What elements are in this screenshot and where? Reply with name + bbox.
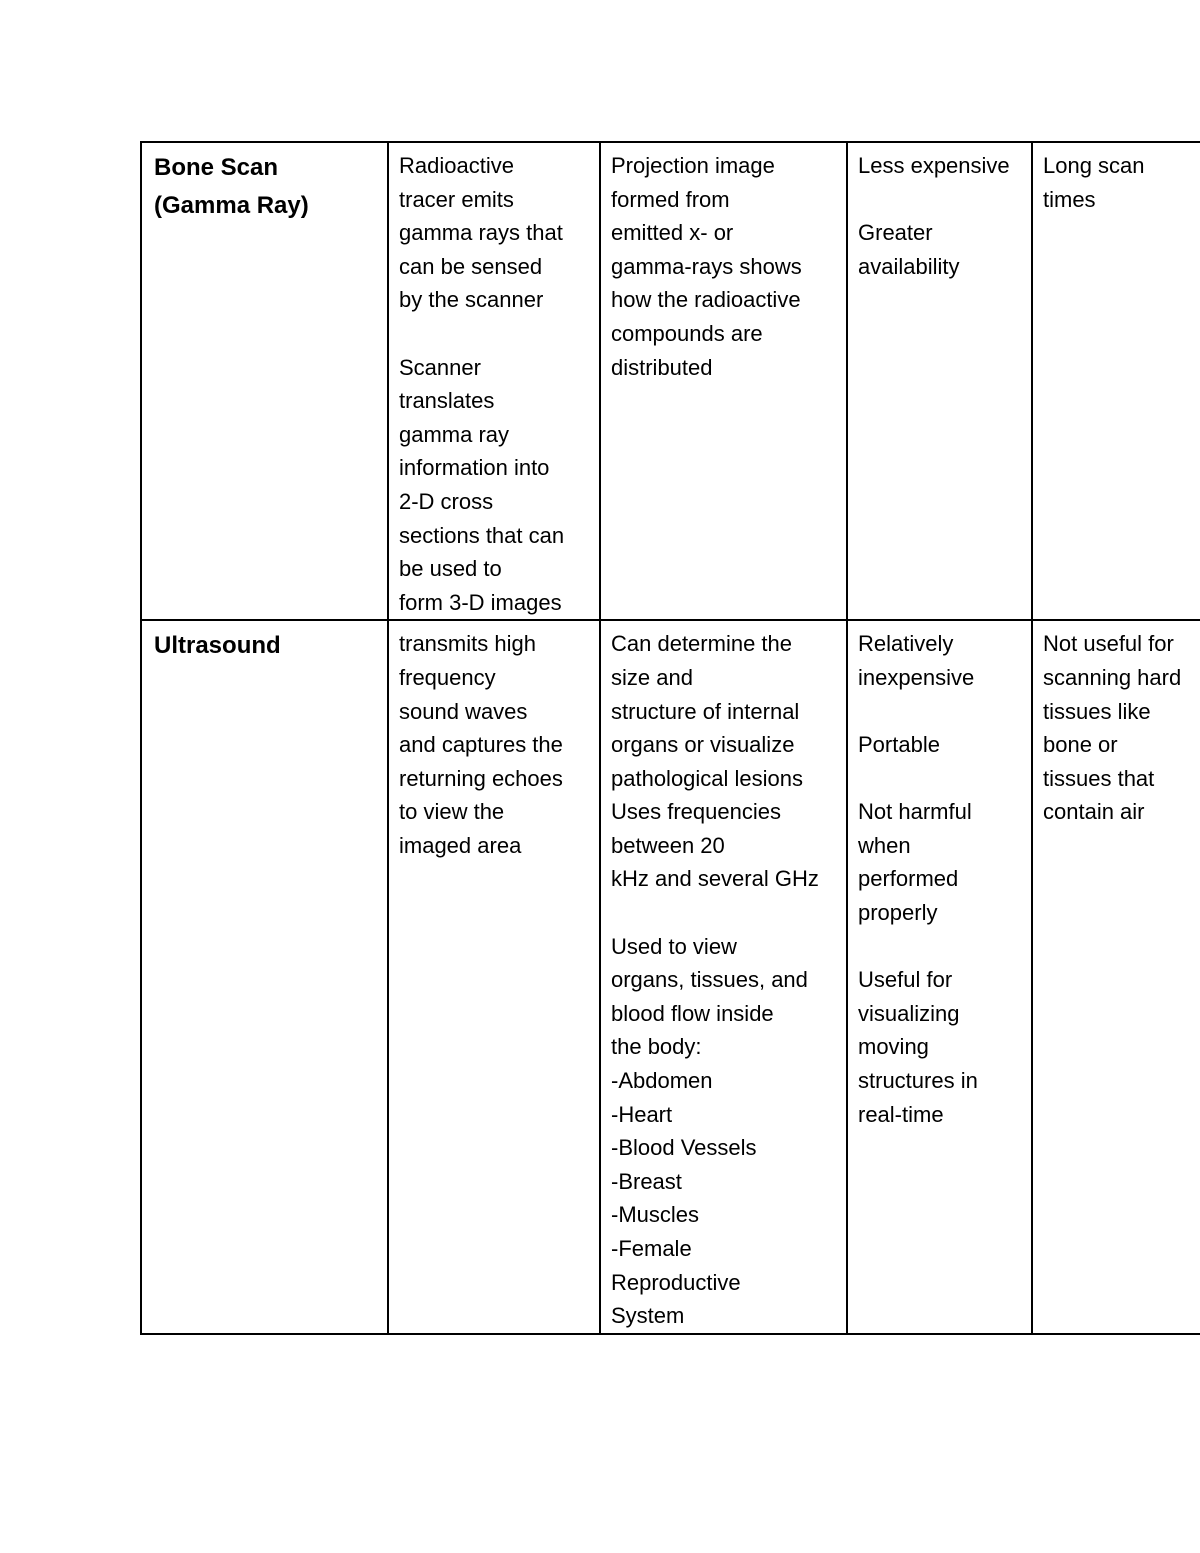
- advantages-cell: Relatively inexpensive Portable Not harmful when performed properly Useful for visualizing moving structures in real-time: [847, 620, 1032, 1333]
- disadvantages-cell: Long scan times: [1032, 142, 1200, 620]
- modality-name-cell: Bone Scan (Gamma Ray): [141, 142, 388, 620]
- imaging-comparison-table: [140, 141, 1200, 1335]
- table-row-ultrasound: [141, 620, 1200, 1333]
- uses-cell: Projection image formed from emitted x- or gamma-rays shows how the radioactive compounds are distributed: [600, 142, 847, 620]
- modality-name-cell: Ultrasound: [141, 620, 388, 1333]
- uses-cell: Can determine the size and structure of internal organs or visualize pathological lesions Uses frequencies between 20 kHz and several GHz Used to view organs, tissues, and blood flow inside the body: -Abdomen -Heart -Blood Vessels -Breast -Muscles -Female Reproductive System: [600, 620, 847, 1333]
- disadvantages-cell: Not useful for scanning hard tissues like bone or tissues that contain air: [1032, 620, 1200, 1333]
- table-row-bone-scan: [141, 142, 1200, 620]
- how-it-works-cell: Radioactive tracer emits gamma rays that can be sensed by the scanner Scanner translates gamma ray information into 2-D cross sections that can be used to form 3-D images: [388, 142, 600, 620]
- how-it-works-cell: transmits high frequency sound waves and captures the returning echoes to view the imaged area: [388, 620, 600, 1333]
- advantages-cell: Less expensive Greater availability: [847, 142, 1032, 620]
